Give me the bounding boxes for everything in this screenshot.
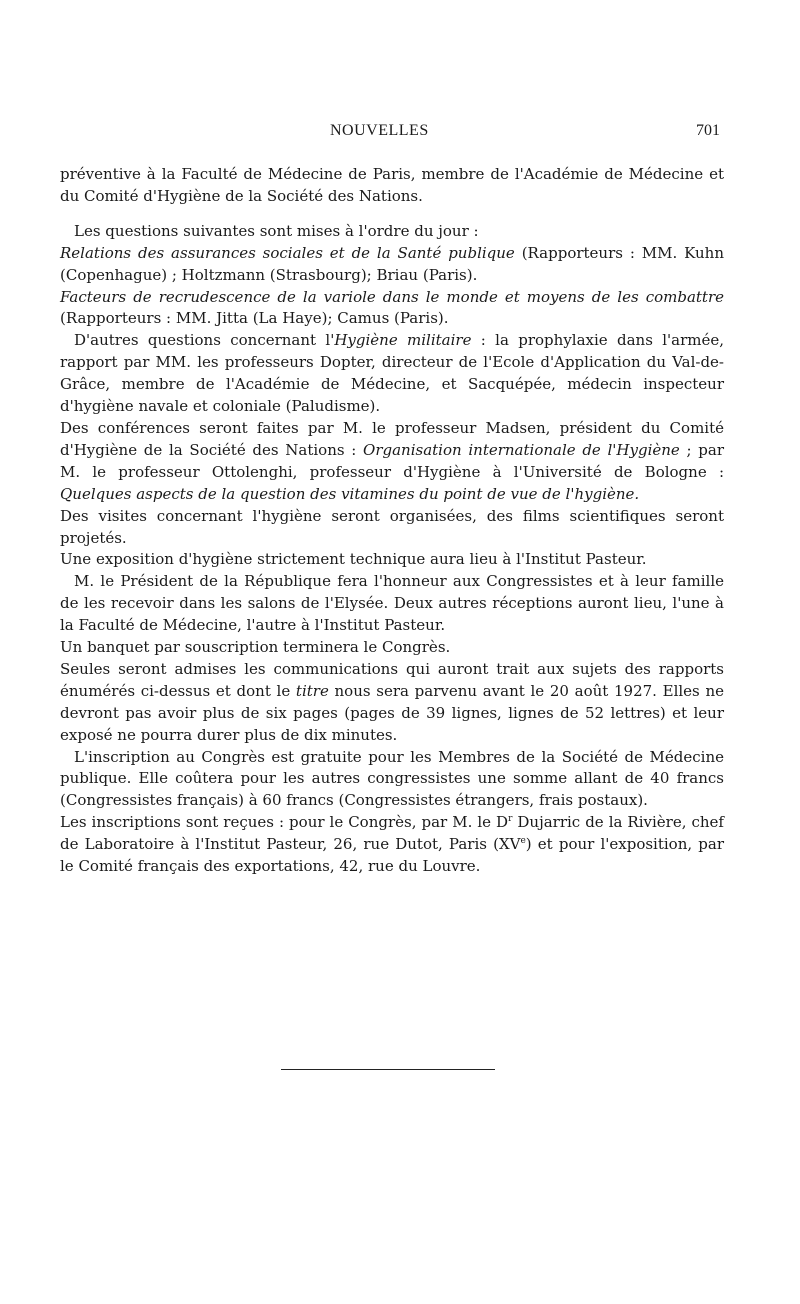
paragraph: Les questions suivantes sont mises à l'ordre du jour : <box>74 221 479 240</box>
running-title: NOUVELLES <box>330 122 429 139</box>
closing-rule <box>281 1069 495 1070</box>
paragraph: M. le Président de la République fera l'honneur aux Congressistes et à leur famille de les recevoir dans les salons de l'Elysée. Deux autres réceptions auront lieu, l'une à la Faculté de Médecine, l'autre à l'Institut Pasteur. <box>60 572 724 635</box>
page-number: 701 <box>696 122 720 139</box>
paragraph: Les inscriptions sont reçues : pour le Congrès, par M. le $D^r$ Dujarric de la Rivière, chef de Laboratoire à l'Institut Pasteur, 26, rue Dutot, Paris (XVe) et pour l'exposition, par le Comité français des exportations, 42, rue du Louvre. <box>60 813 724 876</box>
agenda-item: Facteurs de recrudescence de la variole dans le monde et moyens de les combattre (Rapporteurs : MM. Jitta (La Haye); Camus (Paris). <box>60 287 724 328</box>
paragraph: L'inscription au Congrès est gratuite pour les Membres de la Société de Médecine publique. Elle coûtera pour les autres congressistes une somme allant de 40 francs (Congressistes français) à 60 francs (Congressistes étrangers, frais postaux). <box>60 747 724 810</box>
paragraph: Seules seront admises les communications qui auront trait aux sujets des rapports énumérés ci-dessus et dont le titre nous sera parvenu avant le 20 août 1927. Elles ne devront pas avoir plus de six pages (pages de 39 lignes, lignes de 52 lettres) et leur exposé ne pourra durer plus de dix minutes. <box>60 659 724 744</box>
paragraph: Des visites concernant l'hygiène seront organisées, des films scientifiques seront projetés. <box>60 506 724 547</box>
paragraph: Une exposition d'hygiène strictement technique aura lieu à l'Institut Pasteur. <box>60 550 647 569</box>
agenda-item: Relations des assurances sociales et de la Santé publique (Rapporteurs : MM. Kuhn (Copenhague) ; Holtzmann (Strasbourg); Briau (Paris). <box>60 243 724 284</box>
paragraph: Un banquet par souscription terminera le Congrès. <box>60 638 451 657</box>
agenda-topic: Relations des assurances sociales et de la Santé publique <box>60 243 515 262</box>
page-header <box>0 122 800 146</box>
body-text <box>60 164 724 878</box>
paragraph: D'autres questions concernant l'Hygiène militaire : la prophylaxie dans l'armée, rapport par MM. les professeurs Dopter, directeur de l'Ecole d'Application du Val-de-Grâce, membre de l'Académie de Médecine, et Sacquépée, médecin inspecteur d'hygiène navale et coloniale (Paludisme). <box>60 331 725 416</box>
agenda-topic: Facteurs de recrudescence de la variole dans le monde et moyens de les combattre <box>60 287 724 306</box>
paragraph: Des conférences seront faites par M. le professeur Madsen, président du Comité d'Hygiène de la Société des Nations : Organisation internationale de l'Hygiène ; par M. le professeur Ottolenghi, professeur d'Hygiène à l'Université de Bologne : Quelques aspects de la question des vitamines du point de vue de l'hygiène. <box>60 418 724 503</box>
paragraph: préventive à la Faculté de Médecine de Paris, membre de l'Académie de Médecine et du Comité d'Hygiène de la Société des Nations. <box>60 165 724 205</box>
